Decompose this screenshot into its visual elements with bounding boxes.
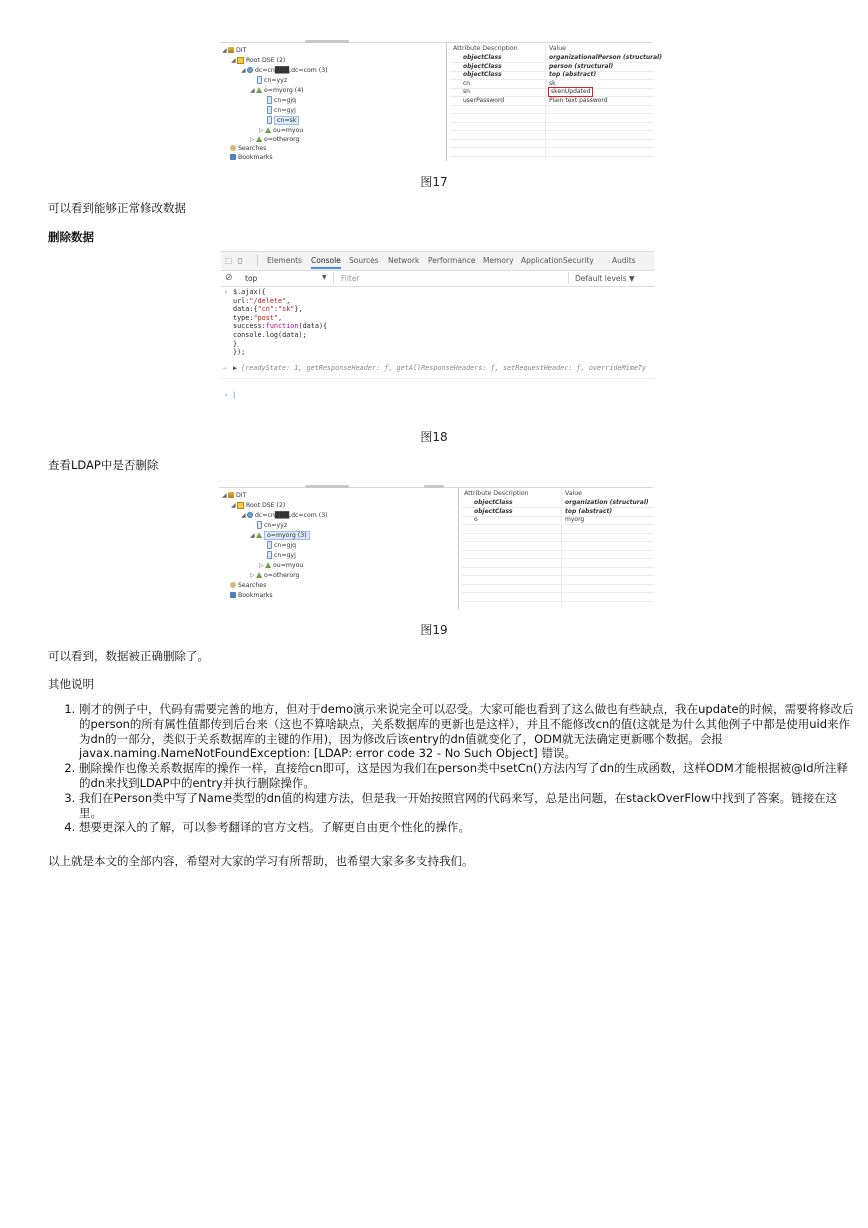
devtools-console <box>221 251 654 416</box>
tree-node-cn-yyz[interactable]: cn=yyz <box>257 76 287 85</box>
code-line: type:"post", <box>233 313 283 322</box>
attr-header: Attribute Description <box>453 45 518 52</box>
entry-icon <box>267 541 272 549</box>
attribute-table <box>462 488 653 609</box>
attribute-value: myorg <box>565 516 585 523</box>
tree-node-cn-gyj[interactable]: cn=gyj <box>267 106 296 115</box>
clear-console-icon[interactable]: ⊘ <box>225 273 233 283</box>
ldap-browser-figure17 <box>219 42 662 161</box>
attribute-value: organization (structural) <box>565 499 649 506</box>
result-arrow-icon: ← <box>223 364 228 372</box>
attribute-value: person (structural) <box>549 62 614 70</box>
context-dropdown-icon[interactable]: ▼ <box>322 274 327 281</box>
code-line: success:function(data){ <box>233 322 328 331</box>
attribute-value: organizationalPerson (structural) <box>549 54 662 61</box>
console-toolbar <box>221 271 654 287</box>
tree-node-o-otherorg[interactable]: ▷ o=otherorg <box>250 136 300 143</box>
devtools-tabbar <box>221 252 654 271</box>
tree-node-bookmarks[interactable]: Bookmarks <box>230 153 273 162</box>
context-select[interactable]: top <box>245 274 258 283</box>
attribute-value: Plain text password <box>549 96 608 104</box>
tab-memory[interactable]: Memory <box>483 256 514 265</box>
organization-icon <box>256 572 262 578</box>
dit-icon <box>228 492 234 498</box>
value-header: Value <box>565 490 582 497</box>
tree-scrollbar-right[interactable] <box>424 485 444 488</box>
code-line: console.log(data); <box>233 331 307 339</box>
tree-node-o-myorg[interactable]: ◢ o=myorg (3) <box>250 531 310 540</box>
levels-select[interactable]: Default levels ▼ <box>575 274 635 283</box>
tree-node-root-dse[interactable]: ◢ Root DSE (2) <box>231 502 286 509</box>
tab-console[interactable]: Console <box>311 256 341 269</box>
attribute-table <box>451 43 662 161</box>
entry-icon <box>267 551 272 559</box>
attribute-name: objectClass <box>463 71 502 78</box>
attribute-row[interactable] <box>462 593 653 602</box>
code-line: }); <box>233 348 246 357</box>
attr-header: Attribute Description <box>464 490 529 497</box>
inspect-icon[interactable]: ⬚ <box>225 256 233 265</box>
ldap-tree-panel <box>219 43 447 161</box>
tree-node-cn-gjq[interactable]: cn=gjq <box>267 96 296 105</box>
text-modify-ok: 可以看到能够正常修改数据 <box>48 201 186 215</box>
ldap-browser-figure19 <box>219 487 653 609</box>
tree-node-o-otherorg[interactable]: ▷ o=otherorg <box>250 572 300 579</box>
figure19-caption: 图19 <box>420 623 448 637</box>
text-deleted-ok: 可以看到，数据被正确删除了。 <box>48 649 209 663</box>
expand-result-icon[interactable]: ▶ <box>233 364 238 372</box>
attribute-name: userPassword <box>463 96 505 104</box>
attribute-name: objectClass <box>474 499 513 506</box>
tab-security[interactable]: Security <box>563 256 594 265</box>
value-header: Value <box>549 45 566 52</box>
dit-icon <box>228 47 234 53</box>
organization-icon <box>256 136 262 142</box>
attribute-value: top (abstract) <box>565 507 613 515</box>
attribute-name: objectClass <box>463 62 502 70</box>
organization-icon <box>256 87 262 93</box>
tree-node-cn-gjq[interactable]: cn=gjq <box>267 541 296 550</box>
entry-icon <box>267 96 272 104</box>
heading-delete: 删除数据 <box>48 230 94 244</box>
tree-scrollbar[interactable] <box>305 485 349 488</box>
organization-icon <box>256 532 262 538</box>
attribute-name: objectClass <box>474 507 513 515</box>
bookmarks-icon <box>230 154 236 160</box>
figure18-caption: 图18 <box>420 430 448 444</box>
org-unit-icon <box>265 127 271 133</box>
code-line: } <box>233 339 238 348</box>
domain-icon <box>247 67 253 73</box>
tab-application[interactable]: Application <box>521 256 563 265</box>
attribute-value: sk <box>549 79 556 87</box>
tree-node-dit[interactable]: ◢ DIT <box>222 47 247 54</box>
note-item: 1. 刚才的例子中，代码有需要完善的地方，但对于demo演示来说完全可以忍受。大家可能也看到了这么做也有些缺点，我在update的时候，需要将修改后的person的所有属性值都传到后台来（这也不算啥缺点，关系数据库的更新也是这样），并且不能修改cn的值(这就是为什么其他例子中都是使用uid来作为dn的一部分，类似于关系数据库的主键的作用)，因为修改后该entry的dn值就变化了，ODM就无法确定更新哪个数据。会报 javax.naming.NameNotFoundException: [LDAP: error code 32 - No Such Object] 错误。 <box>79 702 859 761</box>
note-item: 3. 我们在Person类中写了Name类型的dn值的构建方法，但是我一开始按照官网的代码来写，总是出问题，在stackOverFlow中找到了答案。链接在这里。 <box>79 791 859 821</box>
text-check-ldap: 查看LDAP中是否删除 <box>48 458 159 472</box>
tree-node-root-dse[interactable]: ◢ Root DSE (2) <box>231 57 286 64</box>
heading-other: 其他说明 <box>48 677 94 691</box>
attribute-name: sn <box>463 88 470 95</box>
domain-icon <box>247 512 253 518</box>
tab-sources[interactable]: Sources <box>349 256 379 265</box>
attribute-name: cn <box>463 79 471 87</box>
entry-icon <box>257 521 262 529</box>
tree-node-cn-yyz[interactable]: cn=yyz <box>257 521 287 530</box>
tree-node-cn-sk[interactable]: cn=sk <box>267 116 299 125</box>
entry-icon <box>257 76 262 84</box>
tree-node-dc[interactable]: ◢ dc=cn███,dc=com (3) <box>241 512 328 519</box>
tab-performance[interactable]: Performance <box>428 256 476 265</box>
tree-node-bookmarks[interactable]: Bookmarks <box>230 591 273 600</box>
tab-elements[interactable]: Elements <box>267 256 302 265</box>
entry-icon <box>267 106 272 114</box>
tab-network[interactable]: Network <box>388 256 420 265</box>
tree-node-cn-gyj[interactable]: cn=gyj <box>267 551 296 560</box>
console-prompt[interactable]: › | <box>224 391 237 399</box>
device-toggle-icon[interactable]: ▯ <box>238 256 243 265</box>
figure17-caption: 图17 <box>420 175 448 189</box>
code-line: $.ajax({ <box>233 288 266 296</box>
attribute-row[interactable] <box>451 148 653 157</box>
note-item: 4. 想要更深入的了解，可以参考翻译的官方文档。了解更自由更个性化的操作。 <box>79 820 859 835</box>
closing-text: 以上就是本文的全部内容，希望对大家的学习有所帮助，也希望大家多多支持我们。 <box>48 854 474 868</box>
console-result[interactable]: {readyState: 1, getResponseHeader: ƒ, getAllResponseHeaders: ƒ, setRequestHeader: ƒ, overrideMimeTy <box>241 364 647 372</box>
attribute-name: objectClass <box>463 54 502 61</box>
tree-node-o-myorg[interactable]: ◢ o=myorg (4) <box>250 87 304 94</box>
entry-icon <box>267 116 272 124</box>
tree-node-ou-myou[interactable]: ▷ ou=myou <box>259 562 304 569</box>
org-unit-icon <box>265 562 271 568</box>
searches-icon <box>230 582 236 588</box>
ldap-tree-panel <box>219 488 459 609</box>
tree-node-ou-myou[interactable]: ▷ ou=myou <box>259 127 304 134</box>
note-item: 2. 删除操作也像关系数据库的操作一样，直接给cn即可，这是因为我们在person类中setCn()方法内写了dn的生成函数，这样ODM才能根据被@Id所注释的dn来找到LDAP中的entry并执行删除操作。 <box>79 761 859 791</box>
tab-audits[interactable]: Audits <box>612 256 636 265</box>
input-prompt-icon: › <box>224 288 229 296</box>
bookmarks-icon <box>230 592 236 598</box>
updated-value-highlight: skenUpdated <box>551 88 591 95</box>
tree-node-searches[interactable]: Searches <box>230 144 266 153</box>
tree-scrollbar[interactable] <box>305 40 349 43</box>
code-line: data:{"cn":"sk"}, <box>233 305 303 314</box>
tree-node-dc[interactable]: ◢ dc=cn███,dc=com (3) <box>241 67 328 74</box>
root-dse-icon <box>237 57 244 64</box>
attribute-value: top (abstract) <box>549 71 597 78</box>
filter-input[interactable]: Filter <box>341 274 360 283</box>
root-dse-icon <box>237 502 244 509</box>
tree-node-searches[interactable]: Searches <box>230 581 266 590</box>
attribute-name: o <box>474 516 478 523</box>
searches-icon <box>230 145 236 151</box>
tree-node-dit[interactable]: ◢ DIT <box>222 492 247 499</box>
code-line: url:"/delete", <box>233 296 291 305</box>
notes-list <box>48 702 859 835</box>
